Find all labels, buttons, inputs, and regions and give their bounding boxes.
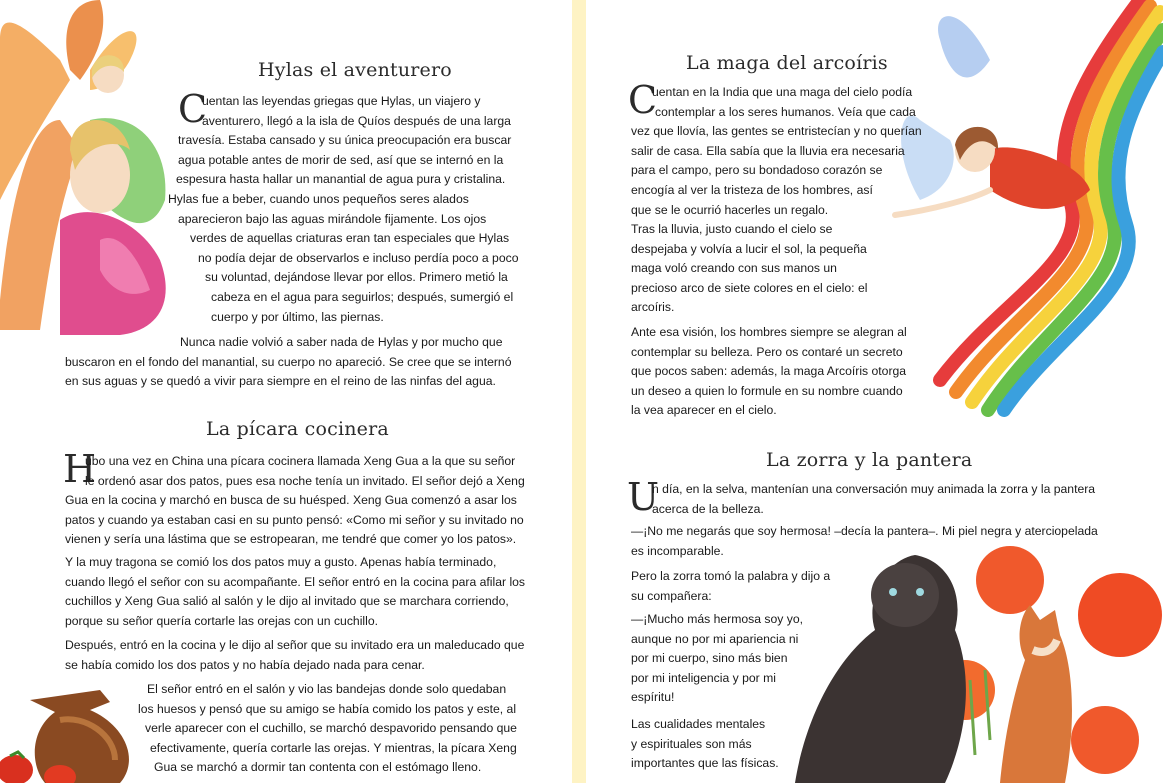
- paragraph-zorra-5: Las cualidades mentales y espirituales son más importantes que las físicas.: [631, 717, 779, 771]
- story-title-hylas: Hylas el aventurero: [258, 59, 452, 81]
- paragraph-zorra-4: —¡Mucho más hermosa soy yo, aunque no por mi apariencia ni por mi cuerpo, sino más bien por mi inteligencia y por mi espíritu!: [631, 612, 804, 705]
- story-title-cocinera: La pícara cocinera: [206, 418, 389, 440]
- paragraph-cocinera-4: El señor entró en el salón y vio las bandejas donde solo quedaban los huesos y pensó que su amigo se había comido los patos y este, al verle aparecer con el cuchillo, se marchó despavorido pensando que efectivamente, quería cortarle las orejas. Y mientras, la pícara Xeng Gua se marchó a dormir tan contenta con el estómago lleno.: [138, 682, 517, 775]
- panther-fox-illustration: [775, 540, 1163, 783]
- paragraph-zorra-2: —¡No me negarás que soy hermosa! –decía la pantera–. Mi piel negra y aterciopelada es incomparable.: [631, 524, 1098, 558]
- paragraph-cocinera-1: ubo una vez en China una pícara cocinera llamada Xeng Gua a la que su señor le ordenó asar dos patos, pues esa noche tenía un invitado. El señor dejó a Xeng Gua en la cocina y marchó en busca de su huésped. Xeng Gua comenzó a asar los patos y cuando ya estaban casi en su punto pensó: «Como mi señor y su invitado no vienen y sería una lástima que se estropearan, me tendré que comer yo los patos».: [65, 454, 525, 547]
- paragraph-hylas-2: Nunca nadie volvió a saber nada de Hylas y por mucho que buscaron en el fondo del manantial, su cuerpo no apareció. Se cree que se internó en sus aguas y se quedó a vivir para siempre en el reino de las ninfas del agua.: [65, 335, 512, 389]
- paragraph-arcoiris-1: uentan en la India que una maga del cielo podía contemplar a los seres humanos. Veía que cada vez que llovía, las gentes se entristecían y no querían salir de casa. Ella sabía que la lluvia era necesaria para el campo, pero su bondadoso corazón se encogía al ver la tristeza de los hombres, así que se le ocurrió hacerles un regalo.: [631, 85, 922, 217]
- paragraph-zorra-1: n día, en la selva, mantenían una conversación muy animada la zorra y la pantera acerca de la belleza.: [652, 482, 1096, 516]
- dropcap-hylas: C: [178, 87, 208, 131]
- dropcap-arcoiris: C: [628, 78, 658, 122]
- story-title-arcoiris: La maga del arcoíris: [686, 52, 888, 74]
- dropcap-cocinera: H: [63, 447, 97, 491]
- dropcap-zorra: U: [627, 475, 660, 519]
- paragraph-hylas-1: uentan las leyendas griegas que Hylas, un viajero y aventurero, llegó a la isla de Quíos después de una larga travesía. Estaba cansado y su única preocupación era buscar agua potable antes de morir de sed, así que se internó en la espesura hasta hallar un manantial de agua pura y cristalina. Hylas fue a beber, cuando unos pequeños seres alados aparecieron bajo las aguas mirándole fijamente. Los ojos verdes de aquellas criaturas eran tan especiales que Hylas no podía dejar de observarlos e incluso perdía poco a poco su voluntad, dejándose llevar por ellos. Primero metió la cabeza en el agua para seguirlos; después, sumergió el cuerpo y por último, las piernas.: [168, 94, 519, 324]
- paragraph-cocinera-2: Y la muy tragona se comió los dos patos muy a gusto. Apenas había terminado, cuando llegó el señor con su acompañante. El señor entró en la cocina para afilar los cuchillos y Xeng Gua salió al salón y le dijo al invitado que se marchara corriendo, porque su señor quería cortarle las orejas con un cuchillo.: [65, 555, 526, 628]
- story-title-zorra: La zorra y la pantera: [766, 449, 973, 471]
- paragraph-cocinera-3: Después, entró en la cocina y le dijo al señor que su invitado era un maleducado que se había comido los dos patos y no había dejado nada para cenar.: [65, 638, 525, 672]
- paragraph-arcoiris-3: Ante esa visión, los hombres siempre se alegran al contemplar su belleza. Pero os contaré un secreto que pocos saben: además, la maga Arcoíris otorga un deseo a quien lo formule en su nombre cuando la vea aparecer en el cielo.: [631, 325, 907, 418]
- paragraph-zorra-3: Pero la zorra tomó la palabra y dijo a su compañera:: [631, 569, 831, 603]
- rainbow-fairy-illustration: [880, 0, 1163, 410]
- paragraph-arcoiris-2: Tras la lluvia, justo cuando el cielo se despejaba y volvía a lucir el sol, la pequeña maga voló creando con sus manos un precioso arco de siete colores en el cielo: el arcoíris.: [631, 222, 868, 315]
